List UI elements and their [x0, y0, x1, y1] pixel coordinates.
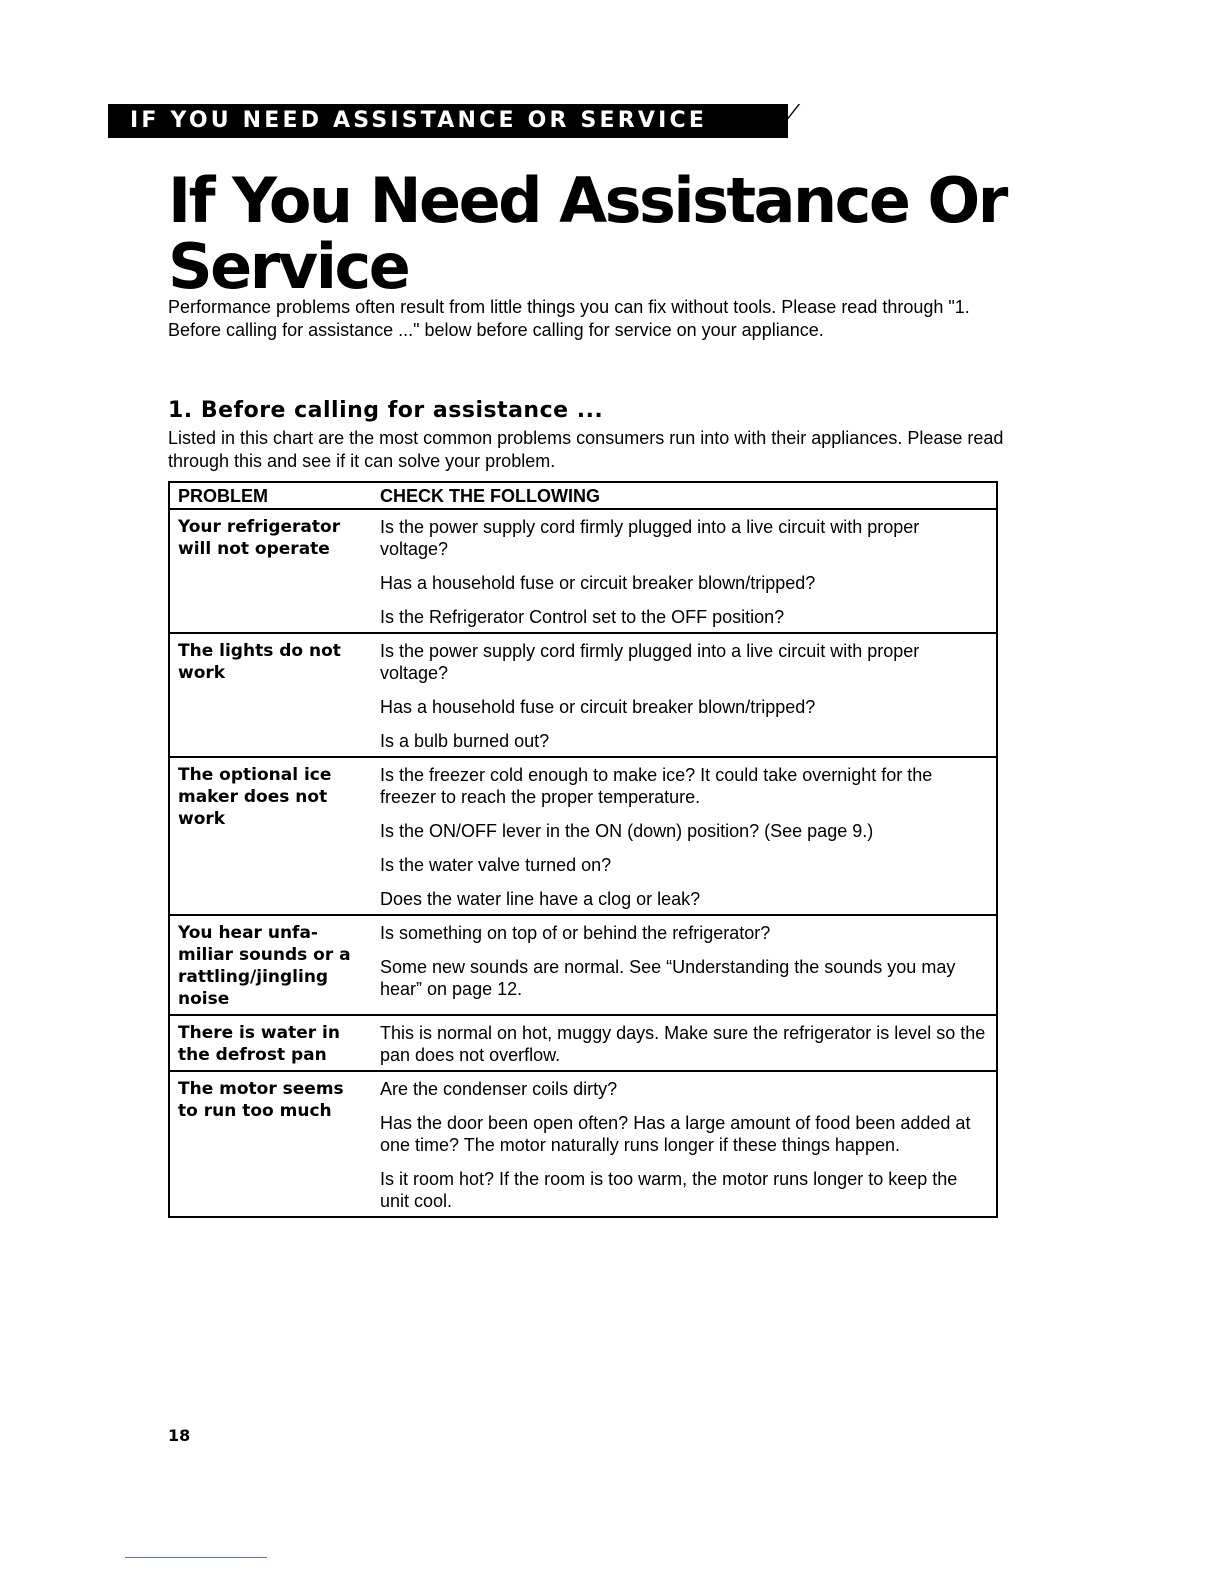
problem-cell: There is water in the defrost pan [169, 1015, 372, 1071]
check-item: Does the water line have a clog or leak? [380, 889, 701, 909]
check-cell [372, 509, 997, 633]
column-header-check: CHECK THE FOLLOWING [380, 486, 600, 506]
check-cell [372, 915, 997, 1015]
check-item: Is it room hot? If the room is too warm, the motor runs longer to keep the unit cool. [380, 1169, 958, 1211]
check-item: Is the Refrigerator Control set to the OFF position? [380, 607, 785, 627]
check-item: Is the freezer cold enough to make ice? It could take overnight for the freezer to reach the proper temperature. [380, 765, 933, 807]
table-body [169, 509, 997, 1217]
check-item: Is a bulb burned out? [380, 731, 550, 751]
table-row [169, 915, 997, 1015]
check-item: Is the ON/OFF lever in the ON (down) position? (See page 9.) [380, 821, 874, 841]
page-title: If You Need Assistance Or Service [168, 164, 1006, 303]
check-item: Is the power supply cord firmly plugged into a live circuit with proper voltage? [380, 641, 920, 683]
table-row [169, 509, 997, 633]
section-intro-paragraph: Listed in this chart are the most common problems consumers run into with their appliances. Please read through this and see if it can solve your problem. [168, 428, 1004, 471]
check-item: Is the water valve turned on? [380, 855, 612, 875]
check-item: Some new sounds are normal. See “Understanding the sounds you may hear” on page 12. [380, 957, 956, 999]
check-item: Is the power supply cord firmly plugged into a live circuit with proper voltage? [380, 517, 920, 559]
section-heading: 1. Before calling for assistance ... [168, 398, 604, 423]
table-row [169, 1071, 997, 1217]
problem-cell: The motor seems to run too much [169, 1071, 372, 1217]
check-item: This is normal on hot, muggy days. Make sure the refrigerator is level so the pan does not overflow. [380, 1023, 986, 1065]
check-cell [372, 1015, 997, 1071]
table-row [169, 633, 997, 757]
table-row [169, 757, 997, 915]
corner-mark-icon: ⁄ [790, 100, 795, 128]
footnote-rule [125, 1557, 267, 1558]
check-cell [372, 757, 997, 915]
page-number: 18 [168, 1426, 191, 1445]
troubleshooting-table [168, 481, 998, 1218]
check-item: Are the condenser coils dirty? [380, 1079, 618, 1099]
check-cell [372, 1071, 997, 1217]
table-header-row [169, 482, 997, 509]
section-header-banner: IF YOU NEED ASSISTANCE OR SERVICE [108, 104, 788, 138]
check-item: Is something on top of or behind the refrigerator? [380, 923, 771, 943]
column-header-problem: PROBLEM [178, 486, 268, 506]
check-item: Has a household fuse or circuit breaker blown/tripped? [380, 573, 816, 593]
intro-paragraph: Performance problems often result from little things you can fix without tools. Please read through "1. Before calling for assistance ..." below before calling for service on your appliance. [168, 297, 970, 340]
check-item: Has a household fuse or circuit breaker blown/tripped? [380, 697, 816, 717]
check-item: Has the door been open often? Has a large amount of food been added at one time? The motor naturally runs longer if these things happen. [380, 1113, 971, 1155]
problem-cell: The lights do not work [169, 633, 372, 757]
problem-cell: The optional ice maker does not work [169, 757, 372, 915]
problem-cell: Your refrigerator will not operate [169, 509, 372, 633]
problem-cell: You hear unfa-miliar sounds or a rattling/jingling noise [169, 915, 372, 1015]
table-row [169, 1015, 997, 1071]
check-cell [372, 633, 997, 757]
